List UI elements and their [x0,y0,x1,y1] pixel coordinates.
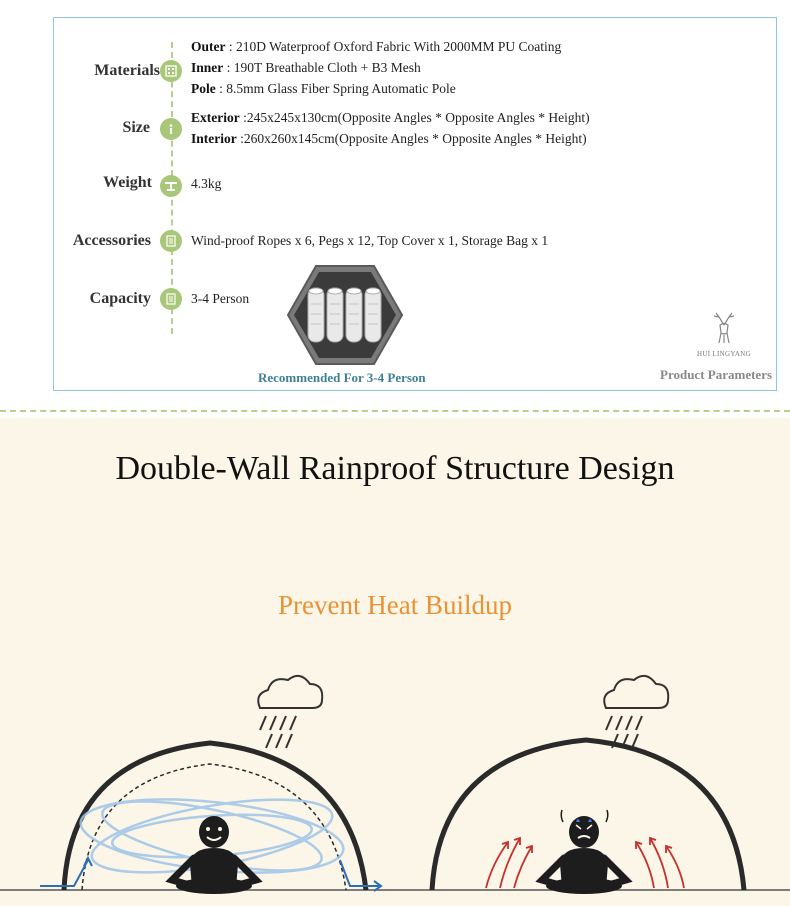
tent-comparison-illustration [0,418,790,906]
size-label: Size [122,119,150,136]
product-parameters-card [53,17,777,391]
accessories-label: Accessories [72,232,151,249]
materials-outer: Outer : 210D Waterproof Oxford Fabric With 2000MM PU Coating [191,39,562,54]
size-exterior: Exterior :245x245x130cm(Opposite Angles * Opposite Angles * Height) [191,110,590,125]
document-icon [160,230,182,252]
building-icon [160,60,182,82]
double-wall-feature-section [0,418,790,906]
ventilated-tent [40,676,381,894]
materials-inner: Inner : 190T Breathable Cloth + B3 Mesh [191,60,421,75]
capacity-sleeping-bags-icon [286,264,404,366]
accessories-value: Wind-proof Ropes x 6, Pegs x 12, Top Cover x 1, Storage Bag x 1 [191,233,549,248]
capacity-value: 3-4 Person [191,291,250,306]
deer-logo-icon [709,311,739,345]
feature-title: Double-Wall Rainproof Structure Design [115,450,675,487]
scale-icon [160,175,182,197]
brand-logo [694,311,754,358]
info-icon [160,118,182,140]
size-interior: Interior :260x260x145cm(Opposite Angles * Opposite Angles * Height) [191,131,587,146]
rain-cloud-icon [258,676,322,748]
recommendation-caption: Recommended For 3-4 Person [258,370,426,385]
materials-pole: Pole : 8.5mm Glass Fiber Spring Automatic Pole [191,81,456,96]
sweating-person-icon [542,810,626,894]
brand-name: HUI LINGYANG [697,350,751,358]
rain-cloud-icon [604,676,668,748]
section-tag: Product Parameters [660,367,773,382]
document-icon [160,288,182,310]
capacity-label: Capacity [89,290,151,307]
materials-label: Materials [94,62,160,79]
feature-subtitle: Prevent Heat Buildup [278,590,512,620]
stuffy-tent [432,676,744,894]
weight-label: Weight [103,174,152,191]
section-divider [0,410,790,412]
weight-value: 4.3kg [191,176,222,191]
